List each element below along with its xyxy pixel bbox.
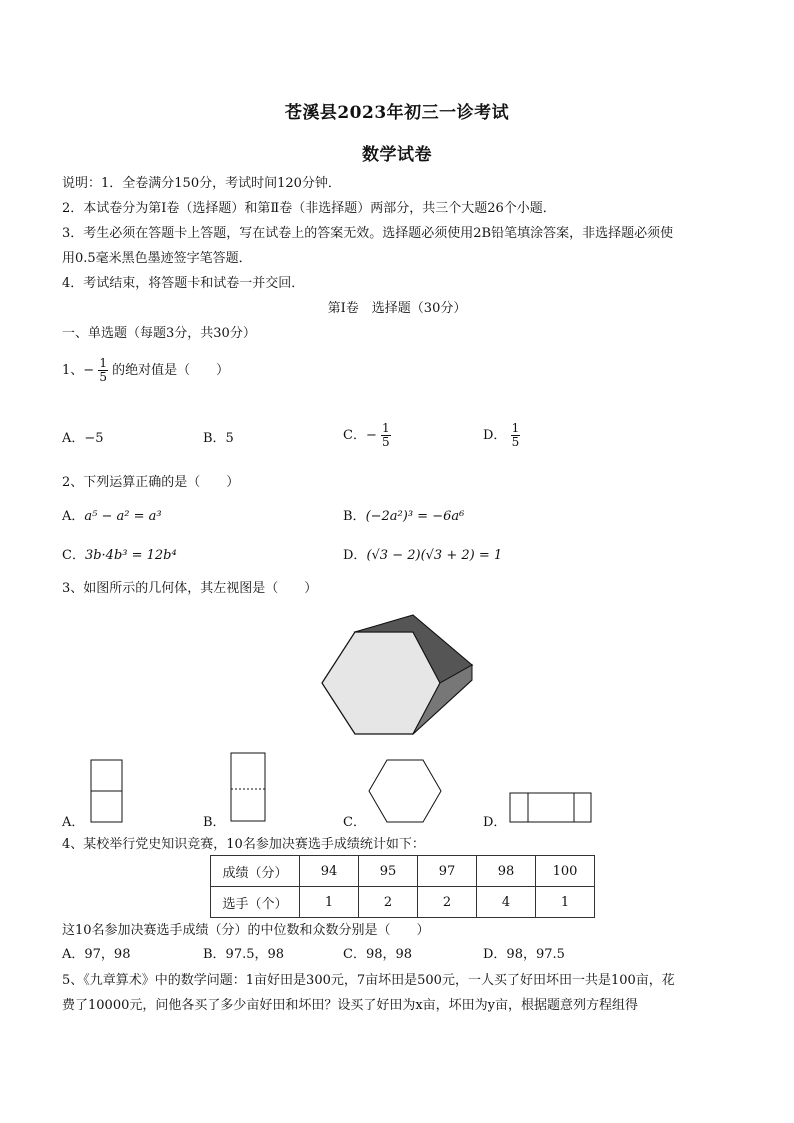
q1-prefix: 1、− [62, 363, 95, 378]
q2-option-b[interactable] [343, 508, 464, 526]
page-title: 苍溪县2023年初三一诊考试 [284, 103, 510, 123]
table-cell: 97 [418, 856, 477, 887]
section-heading: 一、单选题（每题3分，共30分） [62, 326, 256, 341]
q1-option-a[interactable]: A．−5 [62, 431, 104, 446]
hex-prism-front-face [322, 632, 413, 734]
table-cell: 1 [300, 887, 359, 918]
q1-option-d-num: 1 [511, 421, 520, 435]
instruction-1: 说明：1．全卷满分150分，考试时间120分钟． [62, 176, 341, 191]
q2-option-c-label: C． [62, 548, 85, 563]
q1-option-d-den: 5 [511, 435, 520, 449]
q3-option-a[interactable]: A． [62, 815, 85, 830]
table-cell: 4 [477, 887, 536, 918]
hex-prism-top-face [355, 615, 472, 665]
instruction-4: 4．考试结束，将答题卡和试卷一并交回． [62, 276, 305, 291]
q2-option-a-expr: a⁵ − a² = a³ [84, 509, 162, 524]
table-cell: 98 [477, 856, 536, 887]
instruction-3-cont: 用0.5毫米黑色墨迹签字笔答题． [62, 251, 252, 266]
table-cell: 2 [418, 887, 477, 918]
page-subtitle: 数学试卷 [362, 145, 432, 165]
q1-option-d-label: D． [483, 428, 507, 443]
q1-option-d[interactable] [483, 422, 520, 449]
q1-suffix: 的绝对值是（ ） [112, 363, 230, 378]
hex-prism-side-face [413, 660, 472, 734]
q2-option-d-expr: (√3 − 2)(√3 + 2) = 1 [366, 548, 503, 563]
q3-option-a-shape [91, 760, 122, 822]
q1-option-b[interactable]: B．5 [203, 431, 234, 446]
q2-option-d[interactable] [343, 547, 502, 565]
q1-option-c-den: 5 [381, 435, 390, 449]
q3-option-b[interactable]: B． [203, 815, 226, 830]
table-cell: 成绩（分） [211, 856, 300, 887]
table-cell: 选手（个） [211, 887, 300, 918]
table-cell: 94 [300, 856, 359, 887]
q2-option-b-expr: (−2a²)³ = −6a⁶ [365, 509, 465, 524]
q2-option-a[interactable] [62, 508, 162, 526]
q5-line-1: 5、《九章算术》中的数学问题：1亩好田是300元，7亩坏田是500元，一人买了好田坏田一共是100亩，花 [62, 973, 675, 988]
q3-option-b-shape [231, 753, 265, 821]
q3-option-c[interactable]: C． [343, 815, 366, 830]
q2-option-c-expr: 3b·4b³ = 12b⁴ [84, 548, 177, 563]
q4-option-c[interactable]: C．98，98 [343, 947, 413, 962]
table-cell: 95 [359, 856, 418, 887]
q2-option-a-label: A． [62, 509, 85, 524]
q4-option-b[interactable]: B．97.5，98 [203, 947, 285, 962]
q1-fraction [98, 357, 108, 384]
hex-prism-top-band [355, 615, 472, 683]
hex-prism-lower-band [413, 665, 472, 734]
q3-option-c-shape [369, 760, 441, 822]
q3-option-d-shape [510, 793, 591, 822]
table-cell: 100 [536, 856, 595, 887]
q1-frac-den: 5 [99, 370, 107, 384]
instruction-2: 2．本试卷分为第Ⅰ卷（选择题）和第Ⅱ卷（非选择题）两部分，共三个大题26个小题． [62, 201, 556, 216]
q1-option-c-num: 1 [381, 421, 390, 435]
part-title: 第Ⅰ卷 选择题（30分） [327, 301, 467, 316]
table-cell: 1 [536, 887, 595, 918]
instruction-3: 3．考生必须在答题卡上答题，写在试卷上的答案无效。选择题必须使用2B铅笔填涂答案，非选择题必须使 [62, 226, 674, 241]
q1-option-c-fraction [381, 422, 391, 449]
q5-line-2: 费了10000元，问他各买了多少亩好田和坏田？设买了好田为x亩，坏田为y亩，根据题意列方程组得 [62, 998, 639, 1013]
table-row [211, 887, 595, 918]
q1-option-d-fraction [511, 422, 521, 449]
q4-option-d[interactable]: D．98，97.5 [483, 947, 565, 962]
q4-stem: 4、某校举行党史知识竞赛，10名参加决赛选手成绩统计如下： [62, 837, 425, 852]
q3-stem: 3、如图所示的几何体，其左视图是（ ） [62, 581, 318, 596]
q4-option-a[interactable]: A．97，98 [62, 947, 131, 962]
hex-prism-right-face [413, 665, 472, 734]
q2-option-b-label: B． [343, 509, 366, 524]
q1-option-c-label: C．− [343, 428, 377, 443]
q1-stem [62, 357, 229, 384]
q3-option-d[interactable]: D． [483, 815, 507, 830]
score-table [210, 855, 595, 918]
q1-option-c[interactable] [343, 422, 391, 449]
q2-option-d-label: D． [343, 548, 367, 563]
table-row [211, 856, 595, 887]
q2-stem: 2、下列运算正确的是（ ） [62, 475, 240, 490]
q4-question: 这10名参加决赛选手成绩（分）的中位数和众数分别是（ ） [62, 923, 430, 938]
table-cell: 2 [359, 887, 418, 918]
hex-prism-front-outline [322, 632, 440, 734]
q1-frac-num: 1 [99, 356, 107, 370]
q2-option-c[interactable] [62, 547, 177, 565]
